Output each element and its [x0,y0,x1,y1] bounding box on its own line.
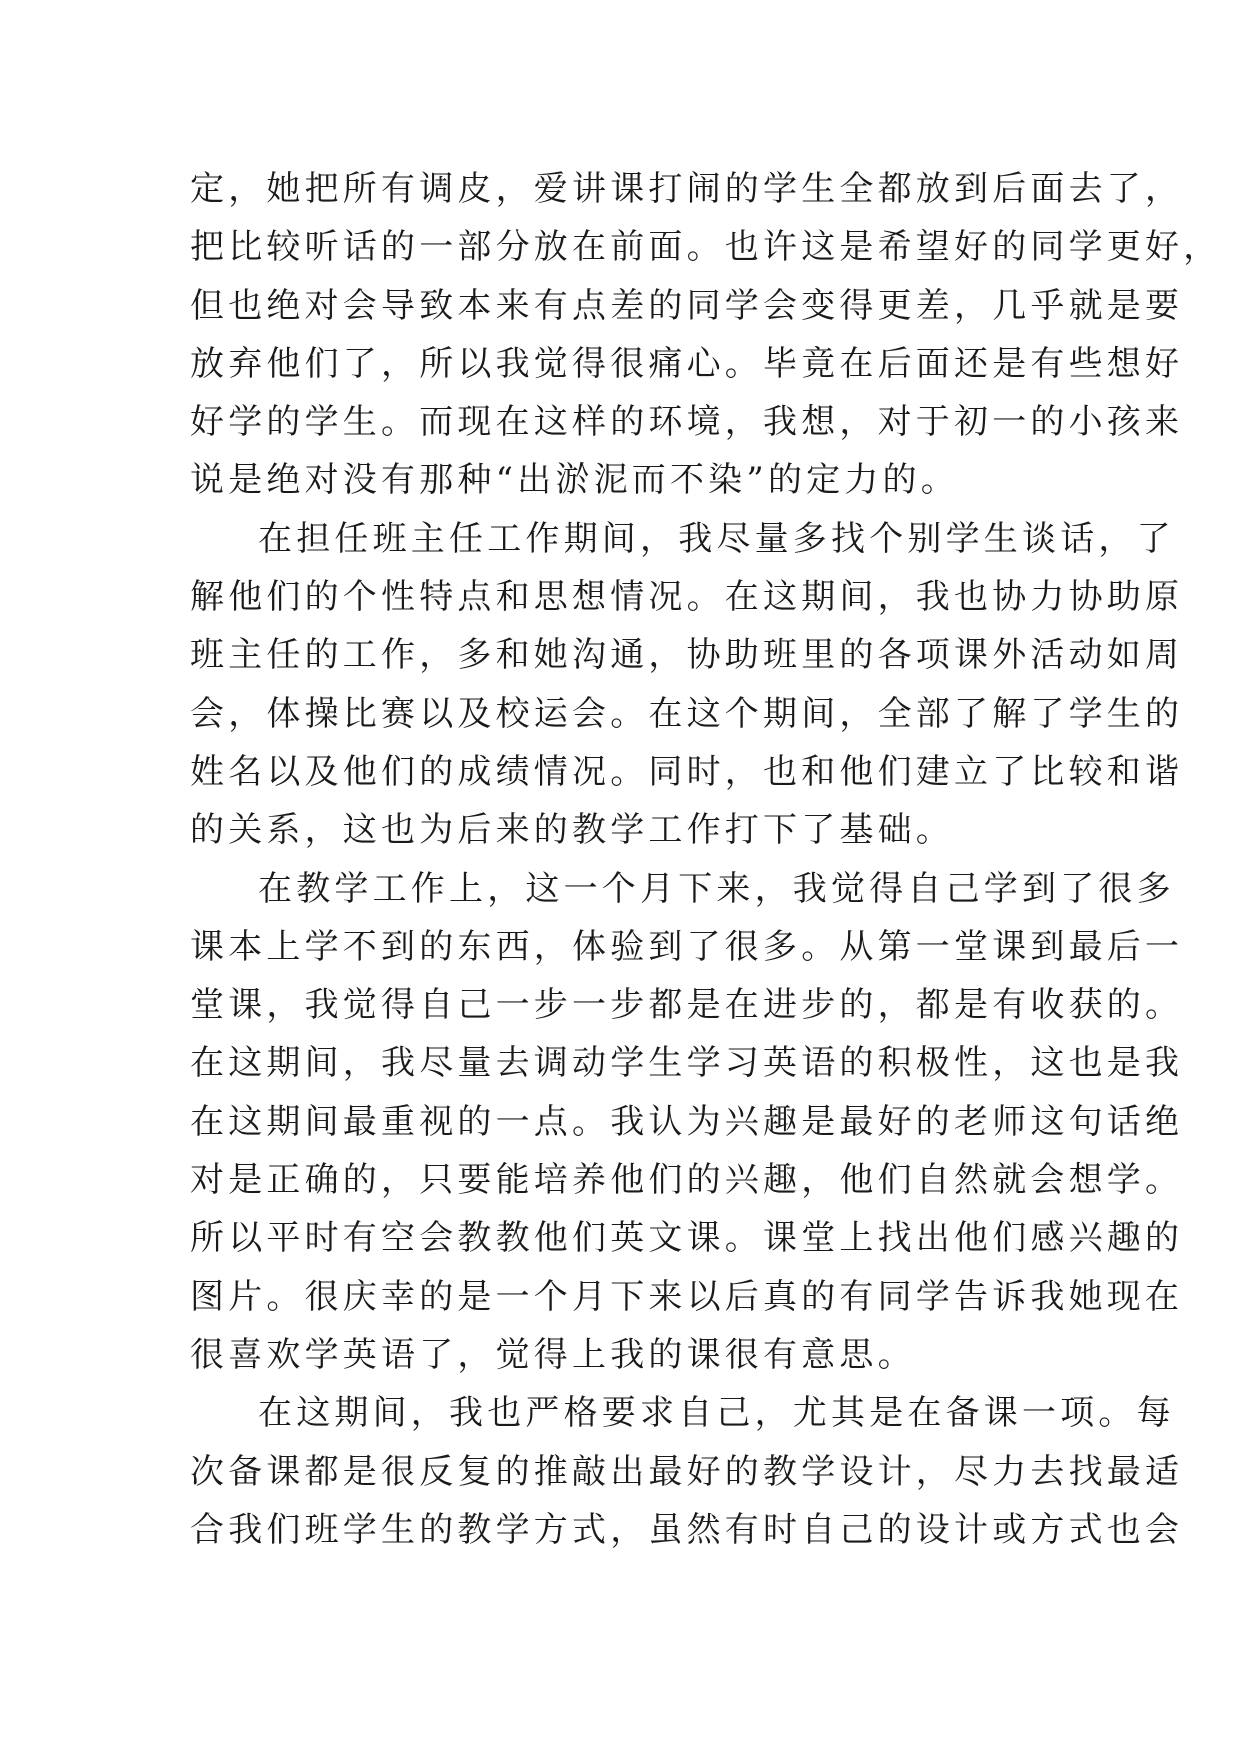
text-line: 在教学工作上，这一个月下来，我觉得自己学到了很多 [258,868,1175,909]
text-line: 很喜欢学英语了，觉得上我的课很有意思。 [190,1334,916,1375]
text-line: 在担任班主任工作期间，我尽量多找个别学生谈话，了 [258,518,1175,559]
text-line: 合我们班学生的教学方式，虽然有时自己的设计或方式也会 [190,1509,1184,1550]
text-line: 图片。很庆幸的是一个月下来以后真的有同学告诉我她现在 [190,1276,1184,1317]
text-line: 在这期间，我尽量去调动学生学习英语的积极性，这也是我 [190,1043,1184,1084]
text-line: 放弃他们了，所以我觉得很痛心。毕竟在后面还是有些想好 [190,343,1184,384]
text-line: 会，体操比赛以及校运会。在这个期间，全部了解了学生的 [190,693,1184,734]
text-line: 对是正确的，只要能培养他们的兴趣，他们自然就会想学。 [190,1160,1184,1201]
text-line: 的关系，这也为后来的教学工作打下了基础。 [190,810,954,851]
body-text [190,160,1222,1559]
text-line: 定，她把所有调皮，爱讲课打闹的学生全都放到后面去了， [190,169,1184,209]
text-line: 次备课都是很反复的推敲出最好的教学设计，尽力去找最适 [190,1451,1184,1492]
text-line: 在这期间最重视的一点。我认为兴趣是最好的老师这句话绝 [190,1101,1184,1142]
text-line: 说是绝对没有那种“出淤泥而不染”的定力的。 [190,460,959,501]
text-line: 好学的学生。而现在这样的环境，我想，对于初一的小孩来 [190,402,1184,443]
text-line: 班主任的工作，多和她沟通，协助班里的各项课外活动如周 [190,635,1184,676]
text-line: 在这期间，我也严格要求自己，尤其是在备课一项。每 [258,1393,1175,1434]
text-line: 课本上学不到的东西，体验到了很多。从第一堂课到最后一 [190,926,1184,967]
text-line: 把比较听话的一部分放在前面。也许这是希望好的同学更好， [190,227,1222,268]
text-line: 堂课，我觉得自己一步一步都是在进步的，都是有收获的。 [190,985,1184,1026]
text-line: 所以平时有空会教教他们英文课。课堂上找出他们感兴趣的 [190,1218,1184,1259]
text-line: 但也绝对会导致本来有点差的同学会变得更差，几乎就是要 [190,285,1184,326]
text-line: 姓名以及他们的成绩情况。同时，也和他们建立了比较和谐 [190,751,1184,792]
text-line: 解他们的个性特点和思想情况。在这期间，我也协力协助原 [190,577,1184,618]
